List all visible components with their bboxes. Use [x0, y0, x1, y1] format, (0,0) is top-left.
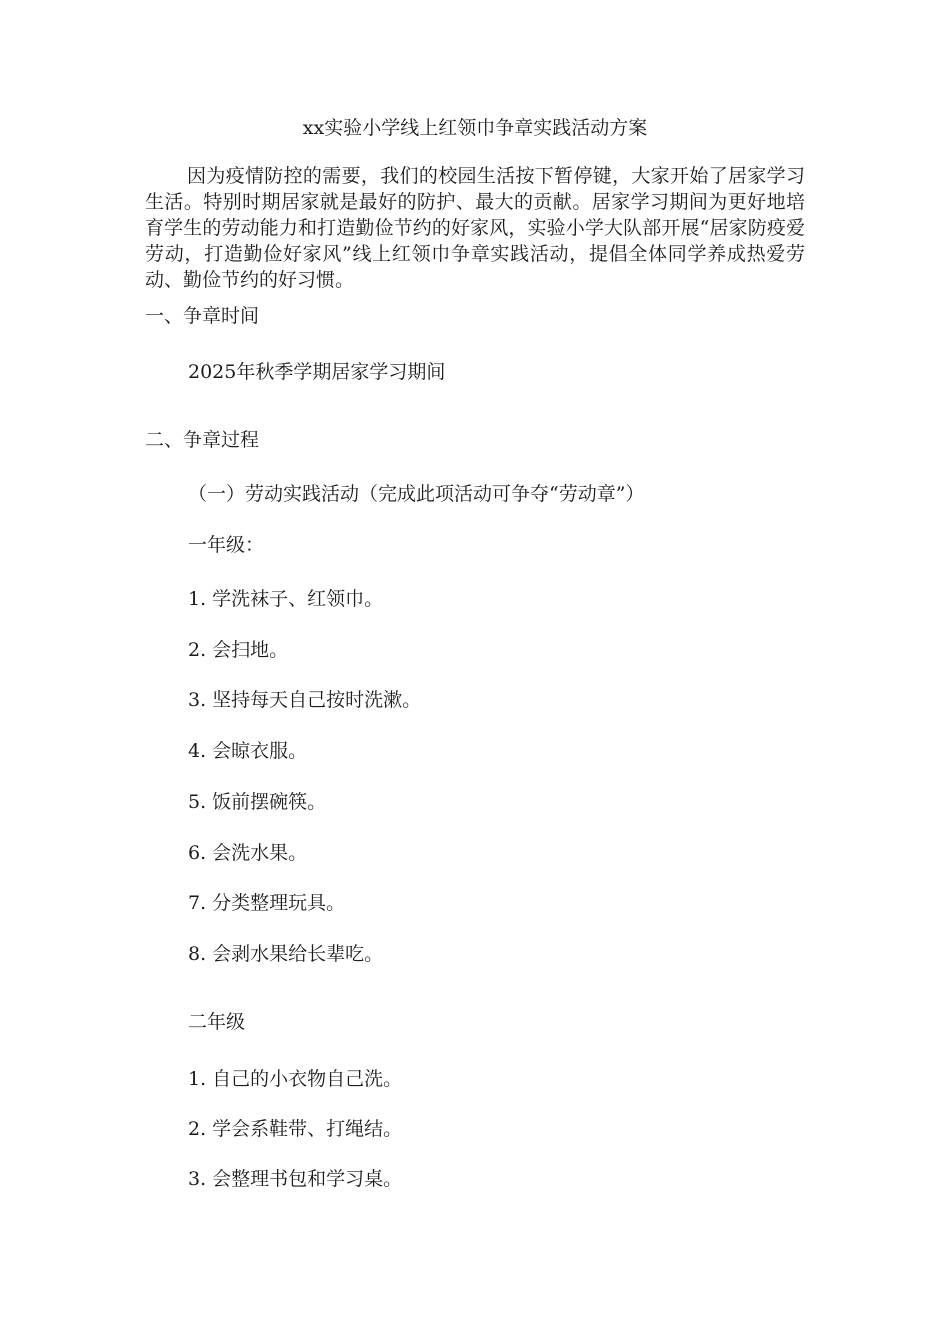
- grade2-label: 二年级: [188, 1011, 246, 1033]
- list-item: 5. 饭前摆碗筷。: [188, 791, 327, 813]
- document-title: xx实验小学线上红领巾争章实践活动方案: [302, 117, 648, 139]
- intro-paragraph: 因为疫情防控的需要，我们的校园生活按下暂停键，大家开始了居家学习生活。特别时期居家就是最好的防护、最大的贡献。居家学习期间为更好地培育学生的劳动能力和打造勤俭节约的好家风，实验小学大队部开展“居家防疫爱劳动，打造勤俭好家风”线上红领巾争章实践活动，提倡全体同学养成热爱劳动、勤俭节约的好习惯。: [145, 165, 805, 291]
- section2-heading: 二、争章过程: [145, 429, 260, 451]
- grade1-label: 一年级：: [188, 534, 265, 556]
- section1-content: 2025年秋季学期居家学习期间: [188, 361, 446, 383]
- list-item: 4. 会晾衣服。: [188, 740, 308, 762]
- section2-subheading: （一）劳动实践活动（完成此项活动可争夺“劳动章”）: [188, 483, 645, 505]
- list-item: 3. 会整理书包和学习桌。: [188, 1168, 403, 1190]
- list-item: 2. 会扫地。: [188, 639, 289, 661]
- list-item: 1. 自己的小衣物自己洗。: [188, 1068, 403, 1090]
- section1-heading: 一、争章时间: [145, 305, 260, 327]
- list-item: 2. 学会系鞋带、打绳结。: [188, 1118, 403, 1140]
- list-item: 6. 会洗水果。: [188, 842, 308, 864]
- list-item: 1. 学洗袜子、红领巾。: [188, 588, 384, 610]
- list-item: 7. 分类整理玩具。: [188, 892, 346, 914]
- list-item: 8. 会剥水果给长辈吃。: [188, 943, 384, 965]
- list-item: 3. 坚持每天自己按时洗漱。: [188, 689, 422, 711]
